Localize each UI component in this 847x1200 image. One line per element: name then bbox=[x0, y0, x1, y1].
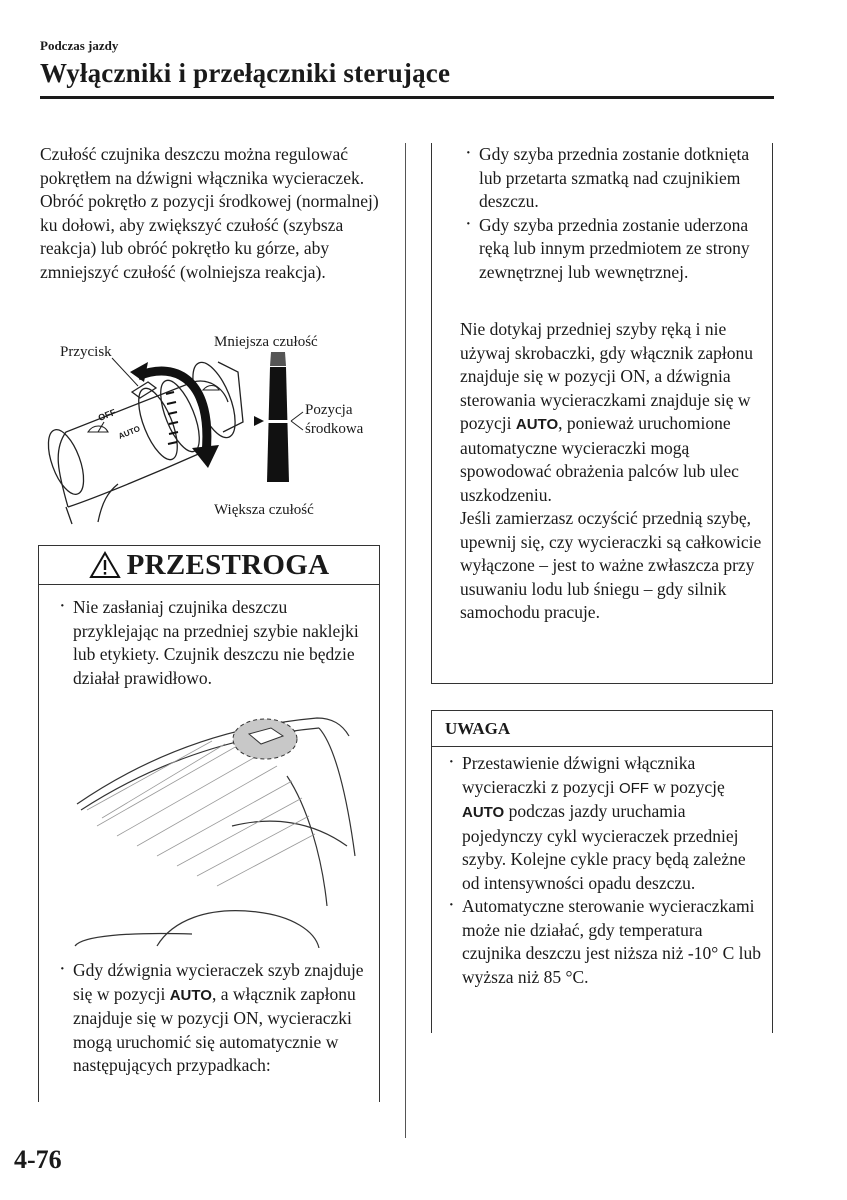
auto-mark: AUTO bbox=[515, 416, 559, 433]
caution-paragraph-1: Nie dotykaj przedniej szyby ręką i nie używaj skrobaczki, gdy włącznik zapłonu znajduje się w pozycji ON, a dźwignia sterowania wycieraczkami znajduje się w pozycji AUTO, ponieważ uruchomione automatyczne wycieraczki mogą spowodować obrażenia palców lub ulec uszkodzeniu. bbox=[460, 319, 754, 505]
caution-continuation-box bbox=[431, 143, 773, 684]
knob-off-marking: OFF bbox=[96, 406, 118, 424]
trigger-case-touch: · Gdy szyba przednia zostanie dotknięta lub przetarta szmatką nad czujnikiem deszczu. bbox=[465, 143, 765, 214]
caution-list-top bbox=[59, 596, 364, 690]
caution-item-sensor: · Nie zasłaniaj czujnika deszczu przyklejając na przedniej szybie naklejki lub etykiety. Czujnik deszczu nie będzie działał prawidłowo. bbox=[59, 596, 364, 690]
intro-paragraph-1: Czułość czujnika deszczu można regulować pokrętłem na dźwigni włącznika wycieraczek. bbox=[40, 144, 365, 188]
auto-mark: AUTO bbox=[169, 986, 212, 1004]
more-sensitivity-label: Większa czułość bbox=[214, 502, 314, 518]
trigger-cases-list bbox=[465, 143, 765, 284]
less-sensitivity-label: Mniejsza czułość bbox=[214, 334, 318, 350]
note-box bbox=[431, 710, 773, 1033]
off-mark: OFF bbox=[618, 779, 649, 797]
note-header bbox=[432, 711, 772, 747]
heading-rule bbox=[40, 96, 774, 99]
center-position-label-1: Pozycja bbox=[305, 402, 353, 418]
section-label: Podczas jazdy bbox=[40, 38, 119, 53]
caution-box bbox=[38, 545, 380, 1102]
note-item-temperature: · Automatyczne sterowanie wycieraczkami może nie działać, gdy temperatura czujnika deszczu jest niższa niż -10° C lub wyższa niż 85 °C. bbox=[448, 895, 763, 989]
caution-header bbox=[39, 546, 379, 585]
wiper-lever-figure bbox=[38, 332, 383, 527]
intro-text bbox=[40, 143, 385, 284]
note-list bbox=[448, 752, 763, 989]
caution-paragraph-2: Jeśli zamierzasz oczyścić przednią szybę, upewnij się, czy wycieraczki są całkowicie wyłączone – jest to ważne zwłaszcza przy usuwaniu lodu lub śniegu – gdy silnik samochodu pracuje. bbox=[460, 508, 762, 622]
column-divider bbox=[405, 143, 406, 1138]
trigger-case-hit: · Gdy szyba przednia zostanie uderzona ręką lub innym przedmiotem ze strony zewnętrznej lub wewnętrznej. bbox=[465, 214, 765, 285]
page-number: 4-76 bbox=[14, 1145, 62, 1174]
caution-list-bottom bbox=[59, 959, 364, 1078]
windshield-sensor-illustration bbox=[57, 706, 357, 948]
page-title: Wyłączniki i przełączniki sterujące bbox=[40, 58, 451, 88]
knob-auto-marking: AUTO bbox=[117, 424, 142, 441]
note-item-single-cycle: · Przestawienie dźwigni włącznika wycieraczki z pozycji OFF w pozycję AUTO podczas jazdy uruchamia pojedynczy cykl wycieraczek przedniej szyby. Kolejne cykle pracy będą zależne od intensywności opadu deszczu. bbox=[448, 752, 763, 895]
warning-triangle-icon bbox=[89, 551, 121, 579]
button-callout-label: Przycisk bbox=[60, 344, 112, 360]
intro-paragraph-2: Obróć pokrętło z pozycji środkowej (normalnej) ku dołowi, aby zwiększyć czułość (szybsza reakcja) lub obróć pokrętło ku górze, aby zmniejszyć czułość (wolniejsza reakcja). bbox=[40, 191, 379, 282]
center-position-label-2: środkowa bbox=[305, 421, 364, 437]
note-title: UWAGA bbox=[445, 719, 511, 738]
caution-title: PRZESTROGA bbox=[126, 548, 330, 581]
auto-mark: AUTO bbox=[462, 804, 505, 821]
caution-warning-text bbox=[460, 318, 765, 625]
caution-item-auto-trigger: · Gdy dźwignia wycieraczek szyb znajduje się w pozycji AUTO, a włącznik zapłonu znajduje się w pozycji ON, wycieraczki mogą uruchomić się automatycznie w następujących przypadkach: bbox=[59, 959, 364, 1078]
